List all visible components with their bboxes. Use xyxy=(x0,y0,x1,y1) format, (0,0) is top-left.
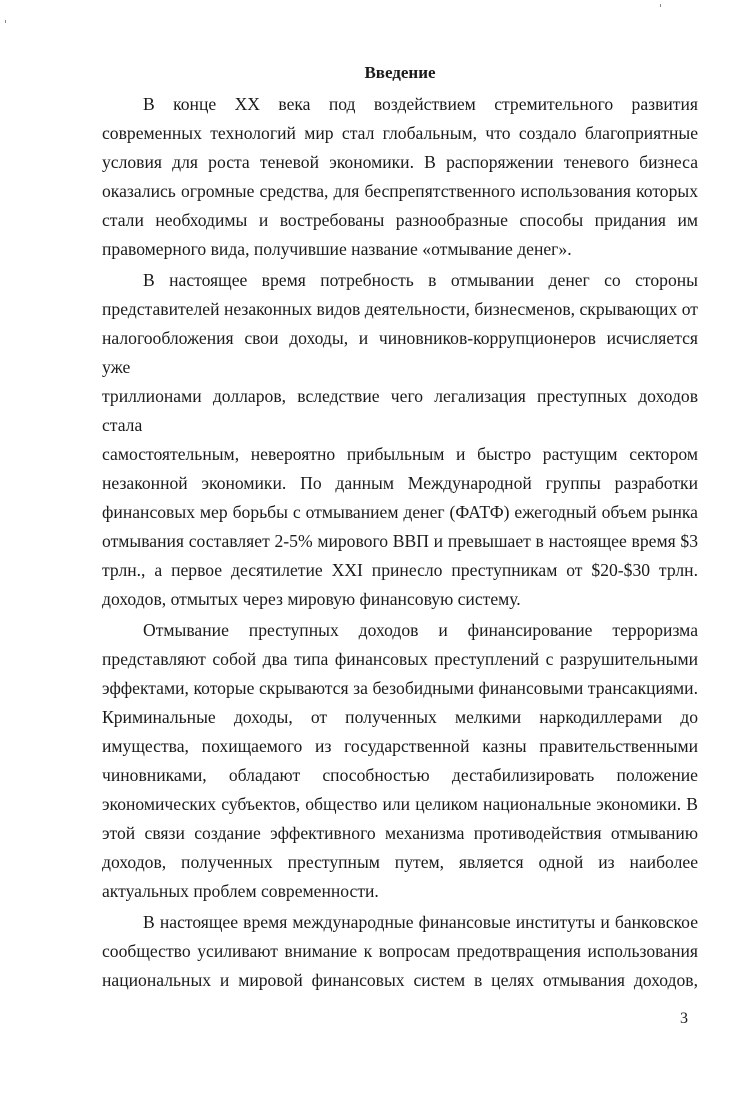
document-page xyxy=(102,60,698,997)
section-heading: Введение xyxy=(364,63,436,82)
text-line: Отмывание преступных доходов и финансирование терроризма xyxy=(143,620,698,640)
text-line: эффектами, которые скрываются за безобидными финансовыми трансакциями. xyxy=(102,678,698,698)
text-line: этой связи создание эффективного механизма противодействия отмыванию xyxy=(102,823,698,843)
text-line: В конце XX века под воздействием стремительного развития xyxy=(143,94,698,114)
text-line: правомерного вида, получившие название «отмывание денег». xyxy=(102,239,572,259)
text-line: трлн., а первое десятилетие XXI принесло преступникам от $20-$30 трлн. xyxy=(102,560,698,580)
text-line: стали необходимы и востребованы разнообразные способы придания им xyxy=(102,210,698,230)
text-line: отмывания составляет 2-5% мирового ВВП и превышает в настоящее время $3 xyxy=(102,531,698,551)
text-line: незаконной экономики. По данным Международной группы разработки xyxy=(102,473,698,493)
paragraph xyxy=(102,616,698,906)
page-number: 3 xyxy=(680,1010,688,1027)
document-body xyxy=(102,90,698,995)
text-line: современных технологий мир стал глобальным, что создало благоприятные xyxy=(102,123,698,143)
paragraph xyxy=(102,90,698,264)
text-line: актуальных проблем современности. xyxy=(102,881,379,901)
text-line: условия для роста теневой экономики. В распоряжении теневого бизнеса xyxy=(102,152,698,172)
text-line: оказались огромные средства, для беспрепятственного использования которых xyxy=(102,181,698,201)
text-line: доходов, отмытых через мировую финансовую систему. xyxy=(102,589,521,609)
text-line: В настоящее время потребность в отмывании денег со стороны xyxy=(143,270,698,290)
text-line: финансовых мер борьбы с отмыванием денег (ФАТФ) ежегодный объем рынка xyxy=(102,502,698,522)
text-line: имущества, похищаемого из государственной казны правительственными xyxy=(102,736,698,756)
text-line: представляют собой два типа финансовых преступлений с разрушительными xyxy=(102,649,698,669)
text-line: сообщество усиливают внимание к вопросам предотвращения использования xyxy=(102,941,698,961)
text-line: Криминальные доходы, от полученных мелкими наркодиллерами до xyxy=(102,707,698,727)
text-line: представителей незаконных видов деятельности, бизнесменов, скрывающих от xyxy=(102,299,698,319)
text-line: национальных и мировой финансовых систем в целях отмывания доходов, xyxy=(102,970,698,990)
scan-speck xyxy=(660,4,661,7)
text-line: экономических субъектов, общество или целиком национальные экономики. В xyxy=(102,794,698,814)
text-line: самостоятельным, невероятно прибыльным и быстро растущим сектором xyxy=(102,444,698,464)
text-line: налогообложения свои доходы, и чиновников-коррупционеров исчисляется уже xyxy=(102,328,698,377)
text-line: доходов, полученных преступным путем, является одной из наиболее xyxy=(102,852,698,872)
text-line: триллионами долларов, вследствие чего легализация преступных доходов стала xyxy=(102,386,698,435)
scan-speck xyxy=(5,20,6,23)
text-line: В настоящее время международные финансовые институты и банковское xyxy=(143,912,698,932)
paragraph xyxy=(102,908,698,995)
text-line: чиновниками, обладают способностью дестабилизировать положение xyxy=(102,765,698,785)
paragraph xyxy=(102,266,698,614)
